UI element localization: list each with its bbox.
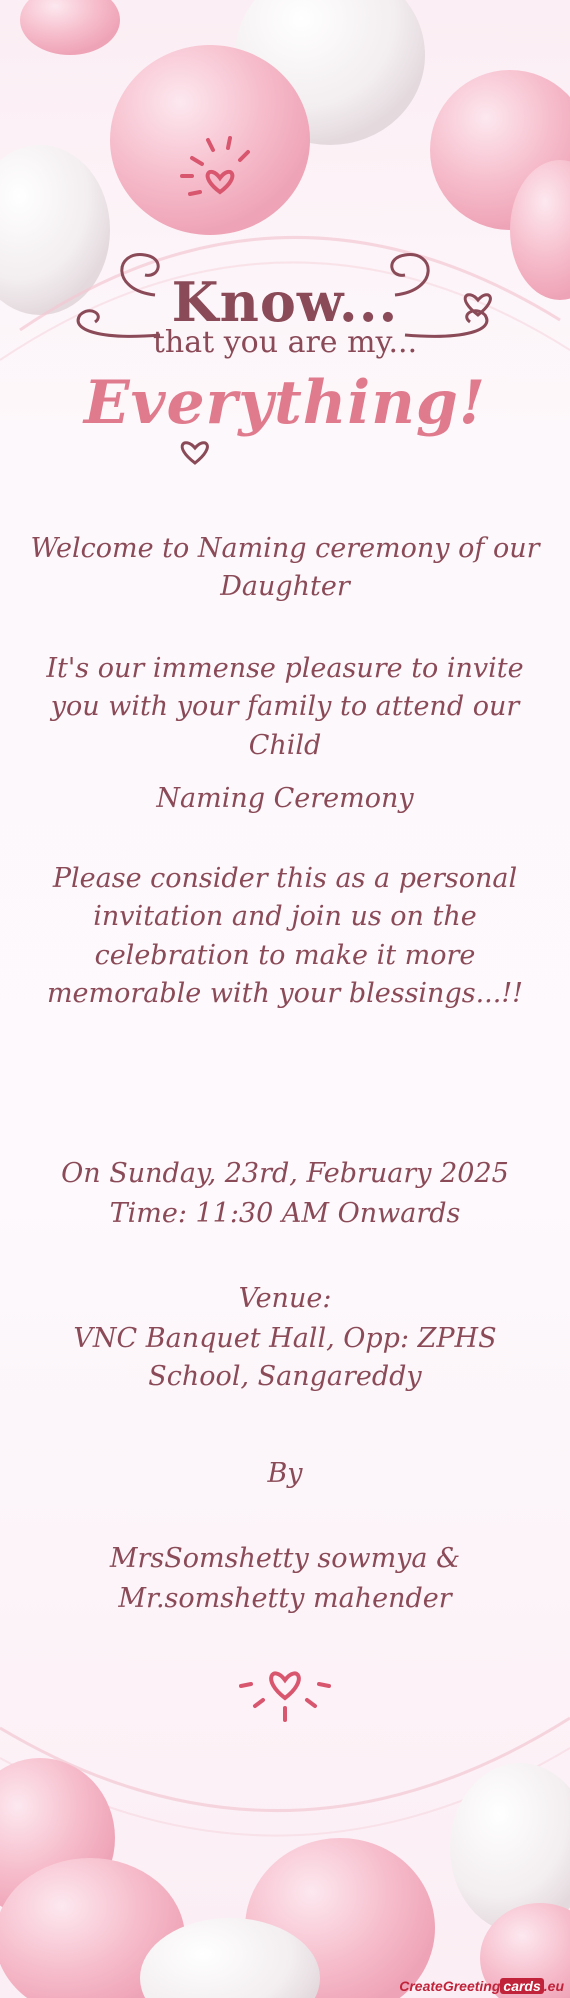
watermark-text: CreateGreeting	[399, 1978, 501, 1994]
time-text: Time: 11:30 AM Onwards	[109, 1198, 461, 1229]
heart-icon	[241, 1673, 329, 1720]
hosts-line-2: Mr.somshetty mahender	[118, 1583, 452, 1614]
pleasure-text: It's our immense pleasure to invite you with your family to attend our Child	[46, 653, 524, 761]
watermark	[399, 1978, 564, 1994]
by-text: By	[267, 1458, 303, 1489]
date-text: On Sunday, 23rd, February 2025	[61, 1158, 509, 1189]
heading-everything: Everything!	[83, 368, 487, 438]
balloon	[20, 0, 120, 55]
hosts-line-1: MrsSomshetty sowmya &	[109, 1543, 461, 1574]
venue-label: Venue:	[238, 1283, 332, 1314]
venue-text: VNC Banquet Hall, Opp: ZPHS School, Sangareddy	[73, 1323, 497, 1393]
ceremony-text: Naming Ceremony	[156, 783, 414, 814]
small-heart-icon	[182, 443, 207, 463]
watermark-suffix: .eu	[543, 1978, 564, 1994]
consider-text: Please consider this as a personal invitation and join us on the celebration to make it more memorable with your blessings...!!	[46, 863, 524, 1009]
heading-subtitle: that you are my...	[152, 325, 418, 360]
heading-know: Know...	[171, 270, 399, 334]
watermark-boxed: cards	[500, 1978, 543, 1994]
welcome-text: Welcome to Naming ceremony of our Daughter	[30, 533, 540, 603]
bottom-balloons-decoration	[0, 1598, 570, 1998]
